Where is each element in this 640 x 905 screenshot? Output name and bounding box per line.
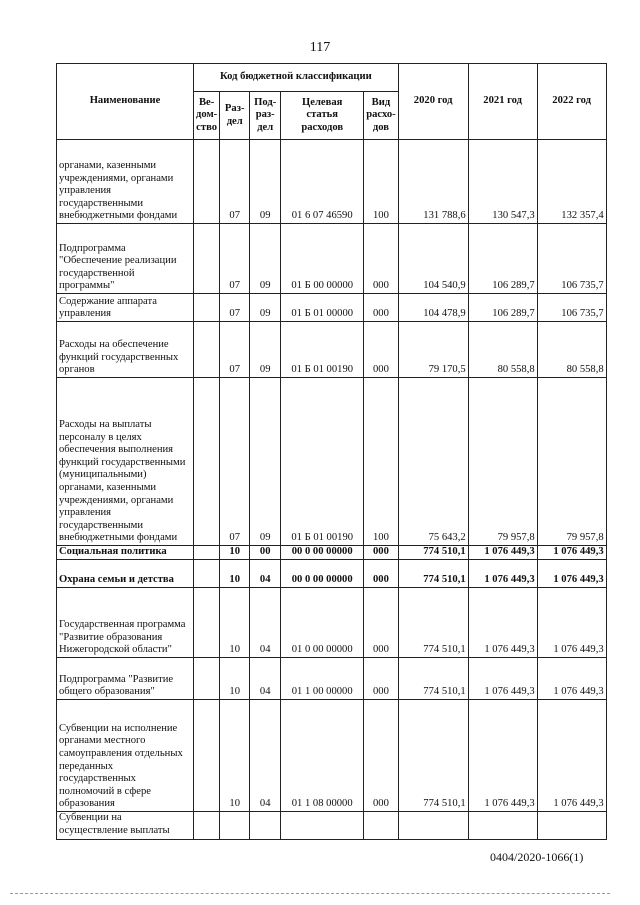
row-2022 [537,812,606,840]
row-2022: 1 076 449,3 [537,560,606,588]
row-name: Социальная политика [57,546,194,560]
row-2021 [468,812,537,840]
row-name: Государственная программа "Развитие образования Нижегородской области" [57,588,194,658]
row-podrazdel: 04 [250,658,281,700]
row-vedomstvo [194,224,220,294]
header-name: Наименование [57,64,194,140]
row-razdel: 10 [220,588,250,658]
row-vedomstvo [194,700,220,812]
row-2020: 774 510,1 [398,560,468,588]
row-2020: 774 510,1 [398,588,468,658]
row-2022: 106 735,7 [537,294,606,322]
row-name: Расходы на обеспечение функций государственных органов [57,322,194,378]
row-podrazdel: 09 [250,322,281,378]
row-expense-type [364,812,398,840]
row-expense-type: 000 [364,294,398,322]
row-2022: 1 076 449,3 [537,546,606,560]
row-razdel: 10 [220,658,250,700]
row-2022: 1 076 449,3 [537,658,606,700]
row-razdel: 10 [220,700,250,812]
row-2020 [398,812,468,840]
header-target-article: Целевая статья расходов [281,92,364,140]
table-row [57,224,607,294]
row-target-article: 00 0 00 00000 [281,560,364,588]
row-2021: 106 289,7 [468,294,537,322]
row-2021: 1 076 449,3 [468,700,537,812]
row-2021: 1 076 449,3 [468,560,537,588]
row-target-article: 01 6 07 46590 [281,140,364,224]
row-2020: 79 170,5 [398,322,468,378]
row-vedomstvo [194,812,220,840]
row-2022: 132 357,4 [537,140,606,224]
row-vedomstvo [194,588,220,658]
row-2022: 80 558,8 [537,322,606,378]
table-row [57,812,607,840]
header-podrazdel: Под- раз- дел [250,92,281,140]
document-code: 0404/2020-1066(1) [490,850,584,864]
row-target-article: 01 0 00 00000 [281,588,364,658]
row-2022: 1 076 449,3 [537,700,606,812]
row-target-article: 01 Б 01 00000 [281,294,364,322]
row-vedomstvo [194,378,220,546]
scan-edge-line [10,893,610,894]
row-name: Охрана семьи и детства [57,560,194,588]
table-row [57,378,607,546]
row-expense-type: 100 [364,140,398,224]
row-vedomstvo [194,140,220,224]
row-vedomstvo [194,322,220,378]
row-podrazdel: 09 [250,294,281,322]
row-name: Субвенции на осуществление выплаты [57,812,194,840]
row-podrazdel: 09 [250,140,281,224]
header-vedomstvo: Ве- дом- ство [194,92,220,140]
row-2020: 104 478,9 [398,294,468,322]
header-2020: 2020 год [398,64,468,140]
row-razdel [220,812,250,840]
row-podrazdel: 04 [250,700,281,812]
row-2020: 104 540,9 [398,224,468,294]
row-name: Содержание аппарата управления [57,294,194,322]
row-vedomstvo [194,560,220,588]
header-2021: 2021 год [468,64,537,140]
row-podrazdel: 04 [250,560,281,588]
row-2020: 774 510,1 [398,658,468,700]
row-razdel: 07 [220,294,250,322]
row-2022: 79 957,8 [537,378,606,546]
row-expense-type: 000 [364,546,398,560]
header-budget-classification: Код бюджетной классификации [194,64,399,92]
row-expense-type: 000 [364,700,398,812]
row-target-article: 01 Б 00 00000 [281,224,364,294]
row-2020: 774 510,1 [398,700,468,812]
table-row [57,546,607,560]
row-podrazdel [250,812,281,840]
row-expense-type: 000 [364,658,398,700]
page-number: 117 [309,40,331,55]
header-2022: 2022 год [537,64,606,140]
row-2022: 1 076 449,3 [537,588,606,658]
row-2021: 130 547,3 [468,140,537,224]
header-razdel: Раз- дел [220,92,250,140]
row-2021: 1 076 449,3 [468,658,537,700]
row-razdel: 10 [220,560,250,588]
row-2021: 1 076 449,3 [468,588,537,658]
row-target-article: 00 0 00 00000 [281,546,364,560]
row-2020: 75 643,2 [398,378,468,546]
row-expense-type: 000 [364,224,398,294]
row-2021: 79 957,8 [468,378,537,546]
row-name: Подпрограмма "Обеспечение реализации государственной программы" [57,224,194,294]
row-target-article: 01 Б 01 00190 [281,322,364,378]
row-razdel: 07 [220,322,250,378]
row-vedomstvo [194,658,220,700]
table-row [57,322,607,378]
row-expense-type: 000 [364,560,398,588]
table-row [57,294,607,322]
row-name: Расходы на выплаты персоналу в целях обеспечения выполнения функций государственными (муниципальными) органами, казенными учреждениями, органами управления государственными внебюджетными фондами [57,378,194,546]
budget-table [56,63,607,840]
table-row [57,588,607,658]
row-vedomstvo [194,546,220,560]
table-row [57,140,607,224]
row-expense-type: 000 [364,588,398,658]
row-target-article: 01 Б 01 00190 [281,378,364,546]
row-2021: 80 558,8 [468,322,537,378]
table-row [57,560,607,588]
row-podrazdel: 00 [250,546,281,560]
row-vedomstvo [194,294,220,322]
row-target-article: 01 1 08 00000 [281,700,364,812]
header-expense-type: Вид расхо- дов [364,92,398,140]
row-razdel: 07 [220,378,250,546]
row-target-article: 01 1 00 00000 [281,658,364,700]
row-podrazdel: 09 [250,224,281,294]
row-name: Подпрограмма "Развитие общего образования" [57,658,194,700]
row-razdel: 10 [220,546,250,560]
row-name: органами, казенными учреждениями, органами управления государственными внебюджетными фондами [57,140,194,224]
row-target-article [281,812,364,840]
row-expense-type: 000 [364,322,398,378]
table-row [57,658,607,700]
row-2021: 1 076 449,3 [468,546,537,560]
row-podrazdel: 09 [250,378,281,546]
row-2020: 774 510,1 [398,546,468,560]
row-razdel: 07 [220,140,250,224]
row-name: Субвенции на исполнение органами местного самоуправления отдельных переданных государственных полномочий в сфере образования [57,700,194,812]
row-expense-type: 100 [364,378,398,546]
row-2021: 106 289,7 [468,224,537,294]
row-2022: 106 735,7 [537,224,606,294]
row-podrazdel: 04 [250,588,281,658]
table-row [57,700,607,812]
row-2020: 131 788,6 [398,140,468,224]
row-razdel: 07 [220,224,250,294]
